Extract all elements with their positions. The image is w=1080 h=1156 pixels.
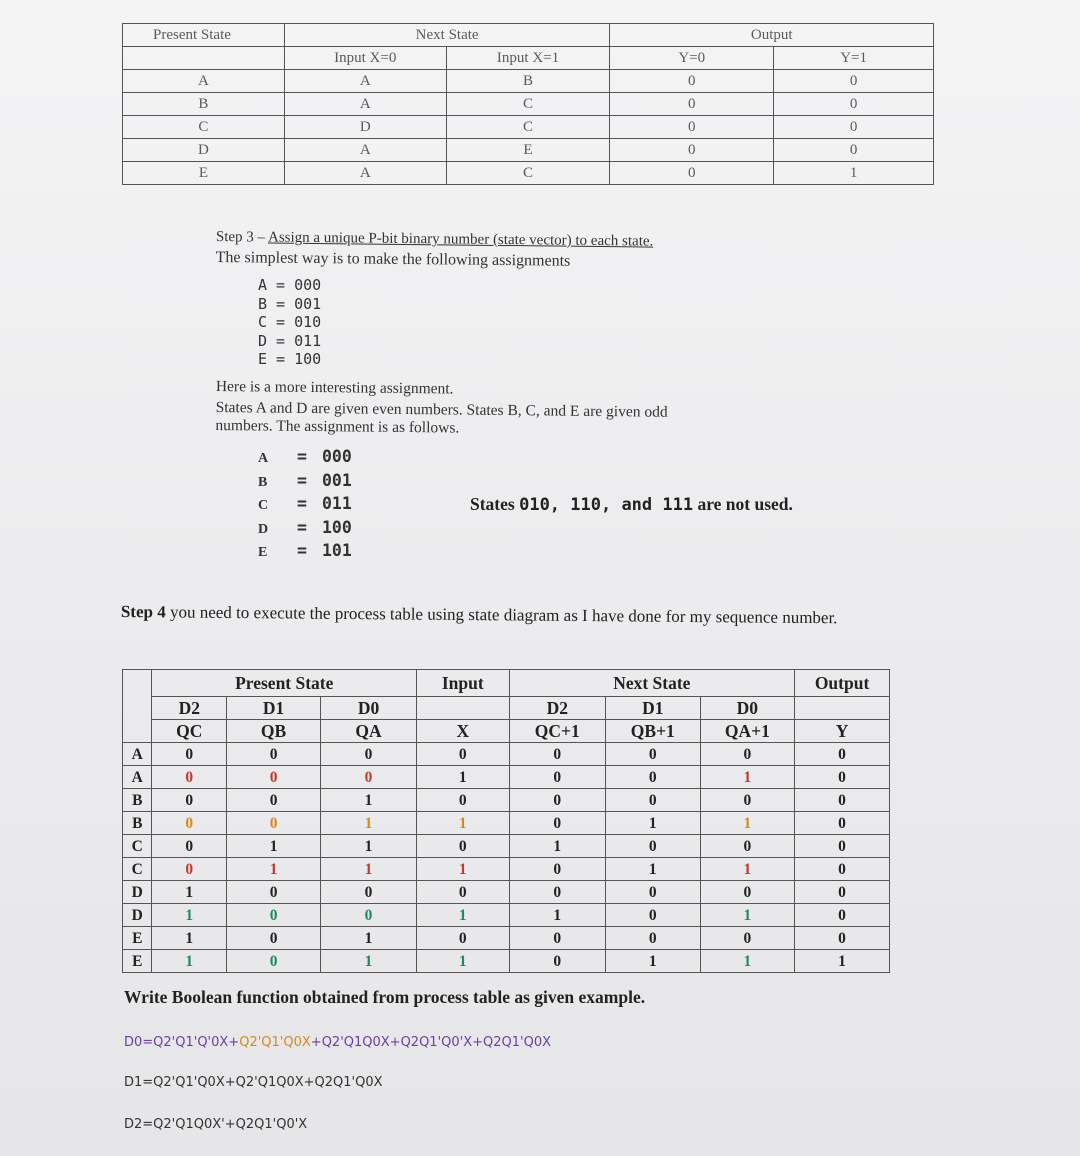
process-cell: 0: [227, 950, 321, 973]
process-cell: 0: [152, 766, 227, 789]
process-cell: 0: [606, 904, 701, 927]
process-cell: 1: [417, 812, 510, 835]
process-state-label: A: [123, 766, 152, 789]
state-cell-x0: A: [284, 139, 446, 162]
simple-assignment: A = 000: [258, 276, 322, 294]
state-cell-x1: C: [446, 162, 610, 185]
process-state-label: C: [123, 858, 152, 881]
process-cell: 0: [795, 789, 890, 812]
process-cell: 0: [700, 789, 795, 812]
process-table-row: [123, 812, 890, 835]
process-cell: 0: [606, 835, 701, 858]
process-cell: 0: [795, 858, 890, 881]
process-header-cell: QB+1: [606, 720, 701, 743]
process-cell: 1: [795, 950, 890, 973]
state-cell-x1: C: [446, 93, 610, 116]
process-cell: 0: [227, 789, 321, 812]
process-cell: 1: [321, 812, 417, 835]
process-table-row: [123, 835, 890, 858]
process-cell: 0: [227, 927, 321, 950]
process-header-cell: QB: [227, 720, 321, 743]
process-table-row: [123, 858, 890, 881]
process-cell: 0: [321, 904, 417, 927]
process-table-row: [123, 950, 890, 973]
process-cell: 0: [509, 743, 606, 766]
step4-label: Step 4: [120, 601, 166, 622]
process-cell: 0: [606, 927, 701, 950]
process-cell: 0: [321, 766, 417, 789]
process-table-header-2: [123, 697, 890, 720]
process-cell: 0: [795, 812, 890, 835]
process-cell: 1: [606, 950, 701, 973]
process-cell: 0: [700, 927, 795, 950]
process-cell: 1: [321, 927, 417, 950]
state-cell-y1: 0: [774, 70, 934, 93]
process-cell: 1: [417, 766, 510, 789]
state-assignment: D = 100: [258, 517, 352, 537]
process-cell: 1: [227, 858, 321, 881]
group-next-state: Next State: [509, 670, 795, 697]
process-cell: 1: [700, 950, 795, 973]
state-cell-y1: 1: [774, 162, 934, 185]
process-state-label: A: [123, 743, 152, 766]
state-table-subheader: [123, 47, 934, 70]
equation-d0: D0=Q2'Q1'Q'0X+Q2'Q1'Q0X+Q2'Q1Q0X+Q2Q1'Q0'X+Q2Q1'Q0X: [124, 1035, 552, 1050]
equation-d2: D2=Q2'Q1Q0X'+Q2Q1'Q0'X: [124, 1117, 308, 1132]
state-assignment: C = 011: [258, 494, 352, 513]
process-table-row: [123, 789, 890, 812]
process-cell: 1: [700, 904, 795, 927]
process-cell: 1: [321, 950, 417, 973]
group-input: Input: [417, 670, 510, 697]
process-table-header-3: [123, 720, 890, 743]
process-header-cell: X: [417, 720, 510, 743]
process-state-label: C: [123, 835, 152, 858]
state-table-header: [123, 24, 934, 47]
process-header-cell: QC: [152, 720, 227, 743]
simple-assignment: D = 011: [258, 331, 322, 350]
step3-label: Step 3: [215, 229, 254, 246]
state-table: [122, 23, 934, 185]
process-cell: 1: [509, 904, 606, 927]
process-cell: 0: [606, 789, 701, 812]
state-cell-present: D: [123, 139, 285, 162]
subheader-y0: Y=0: [610, 47, 774, 70]
state-cell-y0: 0: [610, 70, 774, 93]
process-header-cell: [417, 697, 510, 720]
process-cell: 1: [417, 950, 510, 973]
subheader-input-x0: Input X=0: [284, 47, 446, 70]
process-cell: 0: [795, 904, 890, 927]
process-cell: 0: [509, 812, 606, 835]
process-cell: 1: [700, 858, 795, 881]
process-cell: 1: [227, 835, 321, 858]
process-state-label: B: [123, 789, 152, 812]
state-cell-x0: D: [284, 116, 446, 139]
group-output: Output: [795, 670, 890, 697]
state-assignment: B = 001: [258, 470, 352, 490]
process-table-row: [123, 743, 890, 766]
process-cell: 0: [227, 766, 321, 789]
state-cell-y1: 0: [774, 139, 934, 162]
process-cell: 0: [152, 789, 227, 812]
simple-assignment: E = 100: [258, 350, 322, 368]
state-cell-y0: 0: [610, 116, 774, 139]
process-cell: 1: [152, 927, 227, 950]
header-next-state: Next State: [284, 24, 610, 47]
process-state-label: B: [123, 812, 152, 835]
subheader-input-x1: Input X=1: [446, 47, 610, 70]
state-assignment: E = 101: [258, 541, 352, 560]
process-table-group-header: [123, 670, 890, 697]
process-table-row: [123, 927, 890, 950]
process-cell: 0: [227, 904, 321, 927]
process-cell: 0: [227, 743, 321, 766]
process-cell: 0: [227, 881, 321, 904]
process-header-cell: QA+1: [700, 720, 795, 743]
interesting-assignment-list: [258, 446, 352, 564]
state-table-row: [123, 70, 934, 93]
process-cell: 1: [509, 835, 606, 858]
process-header-cell: D1: [606, 697, 701, 720]
process-cell: 1: [152, 881, 227, 904]
step4-paragraph: Step 4 you need to execute the process table using state diagram as I have done for my sequence number.: [120, 601, 838, 628]
process-header-cell: D0: [700, 697, 795, 720]
state-cell-y0: 0: [610, 139, 774, 162]
process-cell: 0: [227, 812, 321, 835]
process-state-label: E: [123, 950, 152, 973]
process-header-cell: QC+1: [509, 720, 606, 743]
process-cell: 1: [417, 858, 510, 881]
state-cell-present: C: [123, 116, 285, 139]
process-header-cell: D2: [509, 697, 606, 720]
process-cell: 0: [795, 927, 890, 950]
process-table: [122, 669, 890, 973]
process-cell: 0: [417, 789, 510, 812]
process-cell: 1: [417, 904, 510, 927]
process-cell: 0: [700, 835, 795, 858]
process-cell: 0: [152, 812, 227, 835]
process-cell: 0: [509, 881, 606, 904]
equation-d1: D1=Q2'Q1'Q0X+Q2'Q1Q0X+Q2Q1'Q0X: [124, 1075, 383, 1090]
process-header-cell: D1: [227, 697, 321, 720]
process-cell: 0: [417, 927, 510, 950]
process-cell: 1: [321, 858, 417, 881]
process-cell: 0: [606, 766, 701, 789]
process-cell: 0: [321, 881, 417, 904]
process-cell: 0: [509, 789, 606, 812]
state-cell-present: A: [123, 70, 285, 93]
state-table-row: [123, 162, 934, 185]
interesting-assignment-text: Here is a more interesting assignment. States A and D are given even numbers. States B, C, and E are given odd numbers. The assignment is as follows.: [215, 377, 668, 437]
process-cell: 1: [606, 858, 701, 881]
subheader-y1: Y=1: [774, 47, 934, 70]
process-cell: 0: [700, 743, 795, 766]
process-header-cell: QA: [321, 720, 417, 743]
state-cell-x1: B: [446, 70, 610, 93]
state-cell-x0: A: [284, 93, 446, 116]
unused-codes: 010, 110, and 111: [519, 495, 694, 515]
process-cell: 0: [509, 766, 606, 789]
process-header-cell: [795, 697, 890, 720]
process-cell: 0: [795, 766, 890, 789]
state-cell-y1: 0: [774, 116, 934, 139]
state-cell-x1: E: [446, 139, 610, 162]
header-output: Output: [610, 24, 934, 47]
process-cell: 0: [152, 743, 227, 766]
process-cell: 1: [606, 812, 701, 835]
process-cell: 0: [606, 881, 701, 904]
process-header-cell: D0: [321, 697, 417, 720]
state-cell-y0: 0: [610, 93, 774, 116]
state-cell-present: E: [123, 162, 285, 185]
state-cell-x0: A: [284, 70, 446, 93]
process-cell: 0: [795, 743, 890, 766]
process-cell: 0: [606, 743, 701, 766]
process-cell: 0: [509, 927, 606, 950]
process-cell: 0: [700, 881, 795, 904]
process-header-cell: Y: [795, 720, 890, 743]
process-cell: 1: [700, 766, 795, 789]
process-cell: 0: [509, 950, 606, 973]
simple-assignment-list: [258, 276, 321, 369]
process-cell: 0: [795, 881, 890, 904]
process-state-label: E: [123, 927, 152, 950]
process-table-row: [123, 881, 890, 904]
unused-states-note: States 010, 110, and 111 are not used.: [470, 494, 793, 515]
header-present-state: Present State: [123, 24, 285, 47]
process-header-cell: D2: [152, 697, 227, 720]
process-cell: 1: [321, 789, 417, 812]
step3-simplest: The simplest way is to make the following assignments: [215, 248, 571, 270]
process-cell: 0: [417, 835, 510, 858]
simple-assignment: C = 010: [258, 313, 322, 331]
state-table-row: [123, 93, 934, 116]
state-cell-x1: C: [446, 116, 610, 139]
state-table-row: [123, 116, 934, 139]
step3-heading: Step 3 – Assign a unique P-bit binary number (state vector) to each state. The simplest way is to make the following assignments: [215, 229, 654, 270]
process-cell: 1: [152, 950, 227, 973]
process-cell: 0: [321, 743, 417, 766]
group-present-state: Present State: [152, 670, 417, 697]
state-assignment: A = 000: [258, 447, 352, 466]
process-table-row: [123, 904, 890, 927]
process-cell: 0: [795, 835, 890, 858]
process-cell: 0: [417, 881, 510, 904]
process-state-label: D: [123, 881, 152, 904]
process-cell: 0: [152, 858, 227, 881]
process-table-row: [123, 766, 890, 789]
process-cell: 1: [152, 904, 227, 927]
process-state-label: D: [123, 904, 152, 927]
state-cell-y1: 0: [774, 93, 934, 116]
process-cell: 0: [417, 743, 510, 766]
step3-title: Assign a unique P-bit binary number (state vector) to each state.: [267, 229, 654, 250]
process-cell: 1: [700, 812, 795, 835]
process-cell: 0: [152, 835, 227, 858]
simple-assignment: B = 001: [258, 294, 322, 313]
state-cell-x0: A: [284, 162, 446, 185]
write-boolean-instruction: Write Boolean function obtained from process table as given example.: [124, 987, 646, 1007]
process-cell: 0: [509, 858, 606, 881]
state-cell-present: B: [123, 93, 285, 116]
process-cell: 1: [321, 835, 417, 858]
state-table-row: [123, 139, 934, 162]
state-cell-y0: 0: [610, 162, 774, 185]
